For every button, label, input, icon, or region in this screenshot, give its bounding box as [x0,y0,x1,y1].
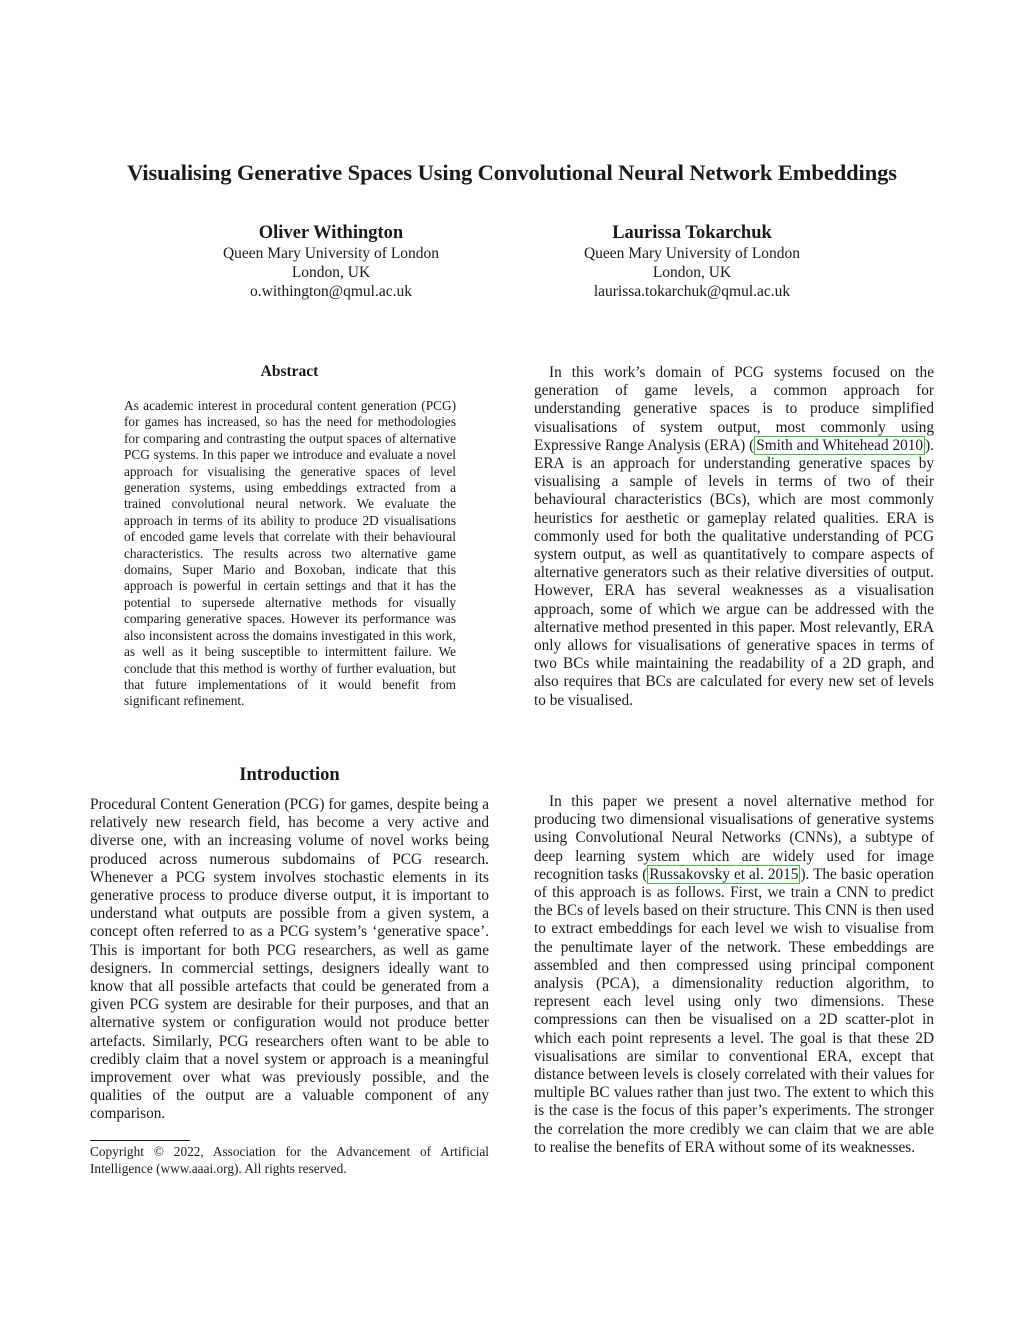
author-block [542,222,842,301]
copyright-footnote: Copyright © 2022, Association for the Advancement of Artificial Intelligence (www.aaai.org). All rights reserved. [90,1144,489,1176]
footnote-divider [90,1140,190,1141]
paper-title: Visualising Generative Spaces Using Convolutional Neural Network Embeddings [127,160,897,185]
body-paragraph [534,364,934,710]
introduction-paragraph: Procedural Content Generation (PCG) for games, despite being a relatively new research field, has become a very active and diverse one, with an increasing volume of novel works being produced across numerous subdomains of PCG research. Whenever a PCG system involves stochastic elements in its generative process to produce diverse output, it is important to understand what outputs are possible from a given system, a concept often referred to as a PCG system’s ‘generative space’. This is important for both PCG researchers, as well as game designers. In commercial settings, designers ideally want to know that all possible artefacts that could be generated from a given PCG system are desirable for their purposes, and that an alternative system or configuration would not produce better artefacts. Similarly, PCG researchers often want to be able to credibly claim that a novel system or approach is a meaningful improvement over what was previously possible, and the qualities of the output are a valuable component of any comparison. [90,796,489,1123]
abstract-text: As academic interest in procedural content generation (PCG) for games has increased, so has the need for methodologies for comparing and contrasting the output spaces of alternative PCG systems. In this paper we introduce and evaluate a novel approach for visualising the generative spaces of level generation systems, using embeddings extracted from a trained convolutional neural network. We evaluate the approach in terms of its ability to produce 2D visualisations of encoded game levels that correlate with their behavioural characteristics. The results across two alternative game domains, Super Mario and Boxoban, indicate that this approach is powerful in certain settings and that it has the potential to supersede alternative methods for visually comparing generative spaces. However its performance was also inconsistent across the domains investigated in this work, as well as it being susceptible to intermittent failure. We conclude that this method is worthy of further evaluation, but that future implementations of it would benefit from significant refinement. [124,398,456,709]
abstract-heading: Abstract [260,363,319,380]
citation-link[interactable]: Smith and Whitehead 2010 [756,436,924,454]
paragraph-text: In this paper we present a novel alternative method for producing two dimensional visualisations of generative systems using Convolutional Neural Networks (CNNs), a subtype of deep learning system which are widely used for image recognition tasks ( [534,793,934,883]
paragraph-text: In this work’s domain of PCG systems focused on the generation of game levels, a common approach for understanding generative spaces is to produce simplified visualisations of system output, most commonly using Expressive Range Analysis (ERA) ( [534,364,934,454]
author-location: London, UK [291,264,371,281]
body-paragraph [534,793,934,1157]
author-block [181,222,481,301]
paragraph-text: ). ERA is an approach for understanding generative spaces by visualising a sample of levels in terms of two of their behavioural characteristics (BCs), which are most commonly heuristics for aesthetic or gameplay related qualities. ERA is commonly used for both the qualitative understanding of PCG system output, as well as quantitatively to compare aspects of alternative generators such as their relative diversities of output. However, ERA has several weaknesses as a visualisation approach, some of which we argue can be addressed with the alternative method presented in this paper. Most relevantly, ERA only allows for visualisations of generative spaces in terms of two BCs while maintaining the readability of a 2D graph, and also requires that BCs are calculated for every new set of levels to be visualised. [534,436,934,709]
author-email: o.withington@qmul.ac.uk [250,283,412,300]
paragraph-text: ). The basic operation of this approach is as follows. First, we train a CNN to predict the BCs of levels based on their structure. This CNN is then used to extract embeddings for each level we wish to visualise from the penultimate layer of the network. These embeddings are assembled and then compressed using principal component analysis (PCA), a dimensionality reduction algorithm, to represent each level using only two dimensions. These compressions can then be visualised on a 2D scatter-plot in which each point represents a level. The goal is that these 2D visualisations are similar to conventional ERA, except that distance between levels is closely correlated with their values for multiple BC values rather than just two. The extent to which this is the case is the focus of this paper’s experiments. The stronger the correlation the more credibly we can claim that we are able to realise the benefits of ERA without some of its weaknesses. [534,865,934,1156]
author-location: London, UK [652,264,732,281]
author-name: Laurissa Tokarchuk [612,223,772,243]
author-affiliation: Queen Mary University of London [222,245,440,262]
author-email: laurissa.tokarchuk@qmul.ac.uk [593,283,791,300]
introduction-heading: Introduction [239,765,340,785]
author-name: Oliver Withington [258,223,404,243]
author-affiliation: Queen Mary University of London [583,245,801,262]
citation-link[interactable]: Russakovsky et al. 2015 [649,865,799,883]
